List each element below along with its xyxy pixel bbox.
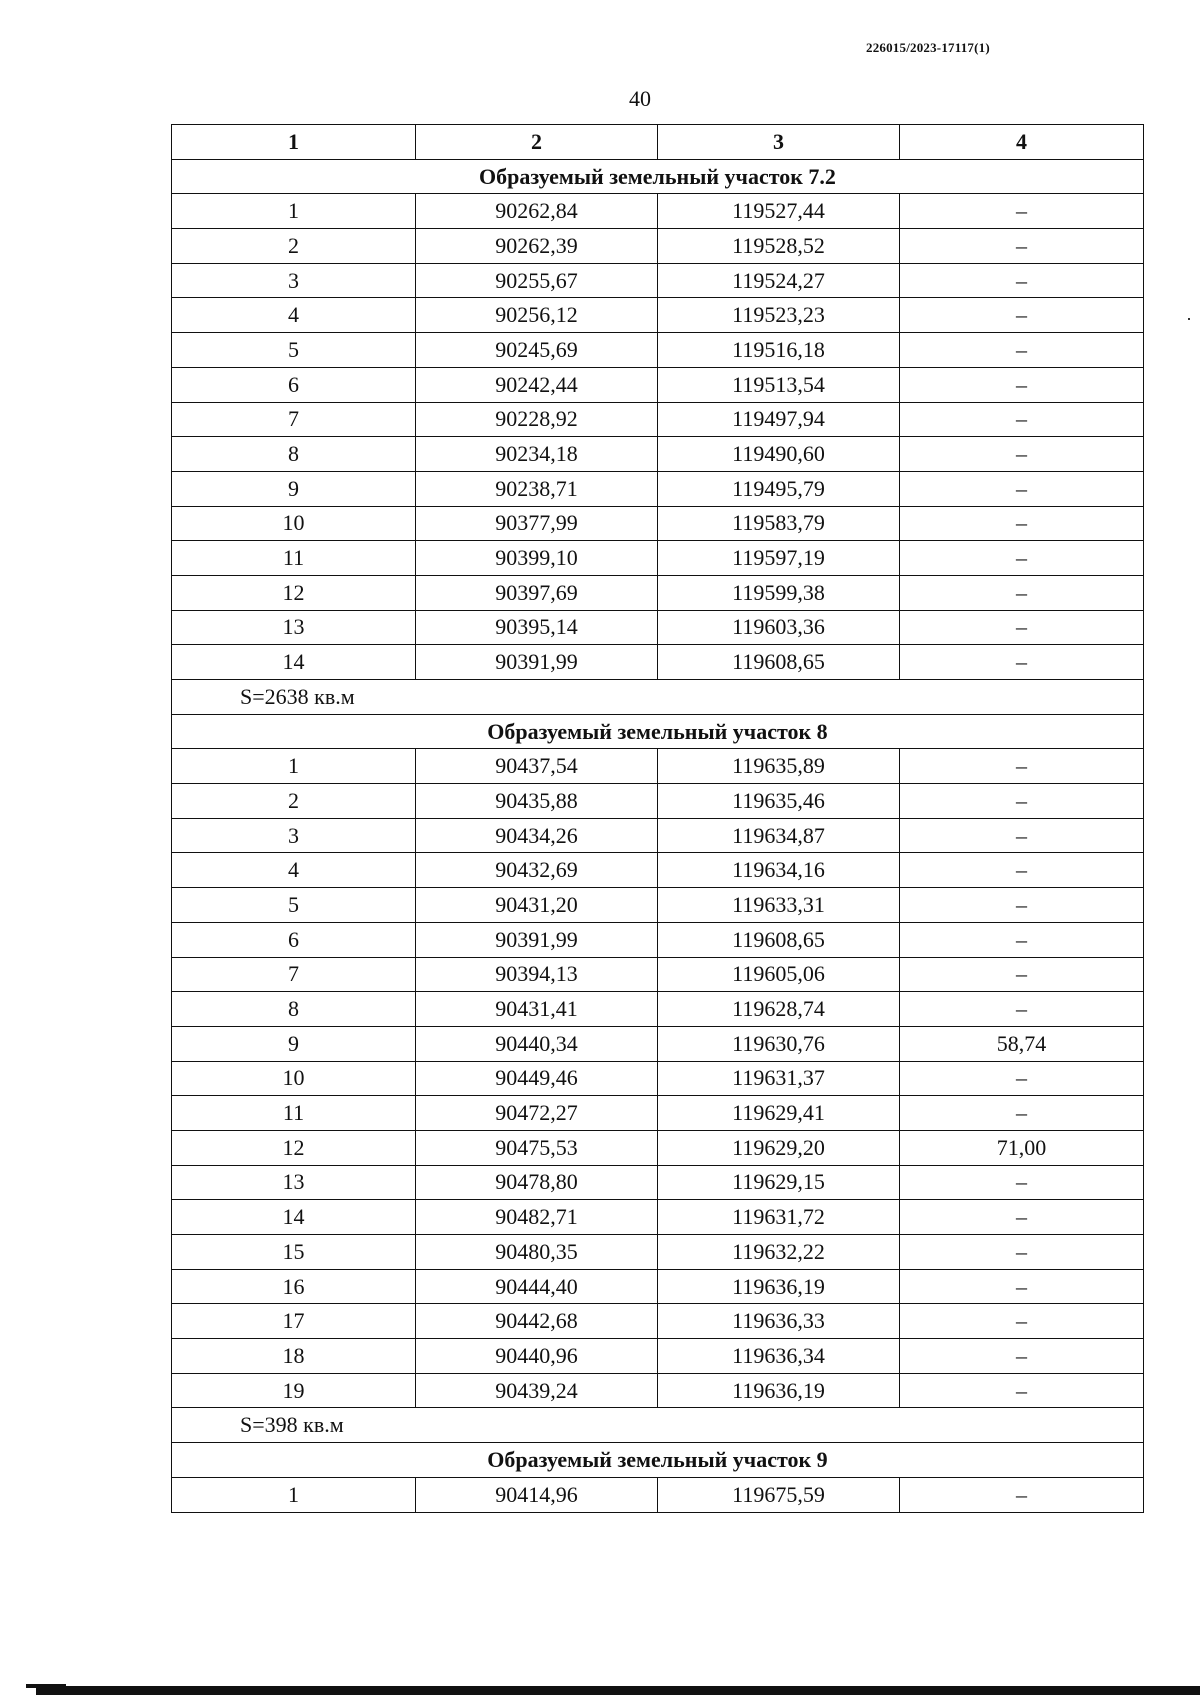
header-cell-x: 2 — [416, 125, 658, 160]
point-number-cell: 1 — [172, 749, 416, 784]
note-cell: – — [900, 1165, 1144, 1200]
x-coordinate-cell: 90234,18 — [416, 437, 658, 472]
table-row — [172, 1304, 1144, 1339]
table-row — [172, 1096, 1144, 1131]
y-coordinate-cell: 119497,94 — [658, 402, 900, 437]
x-coordinate-cell: 90478,80 — [416, 1165, 658, 1200]
note-cell: – — [900, 333, 1144, 368]
note-cell: – — [900, 853, 1144, 888]
y-coordinate-cell: 119490,60 — [658, 437, 900, 472]
point-number-cell: 13 — [172, 1165, 416, 1200]
point-number-cell: 12 — [172, 1130, 416, 1165]
table-row — [172, 367, 1144, 402]
note-cell: – — [900, 818, 1144, 853]
table-row — [172, 992, 1144, 1027]
note-cell: – — [900, 1304, 1144, 1339]
x-coordinate-cell: 90228,92 — [416, 402, 658, 437]
point-number-cell: 10 — [172, 506, 416, 541]
point-number-cell: 8 — [172, 437, 416, 472]
x-coordinate-cell: 90255,67 — [416, 263, 658, 298]
document-number: 226015/2023-17117(1) — [866, 40, 990, 55]
table-row — [172, 853, 1144, 888]
note-cell: – — [900, 1200, 1144, 1235]
y-coordinate-cell: 119599,38 — [658, 575, 900, 610]
section-title: Образуемый земельный участок 7.2 — [172, 159, 1144, 194]
note-cell: – — [900, 784, 1144, 819]
x-coordinate-cell: 90397,69 — [416, 575, 658, 610]
point-number-cell: 1 — [172, 1477, 416, 1512]
point-number-cell: 16 — [172, 1269, 416, 1304]
x-coordinate-cell: 90440,96 — [416, 1339, 658, 1374]
note-cell: – — [900, 471, 1144, 506]
table-row — [172, 402, 1144, 437]
table-row — [172, 645, 1144, 680]
point-number-cell: 12 — [172, 575, 416, 610]
note-cell: – — [900, 575, 1144, 610]
table-row — [172, 194, 1144, 229]
table-row — [172, 437, 1144, 472]
x-coordinate-cell: 90444,40 — [416, 1269, 658, 1304]
y-coordinate-cell: 119634,16 — [658, 853, 900, 888]
x-coordinate-cell: 90242,44 — [416, 367, 658, 402]
x-coordinate-cell: 90391,99 — [416, 645, 658, 680]
x-coordinate-cell: 90391,99 — [416, 922, 658, 957]
y-coordinate-cell: 119636,34 — [658, 1339, 900, 1374]
note-cell: – — [900, 645, 1144, 680]
y-coordinate-cell: 119628,74 — [658, 992, 900, 1027]
point-number-cell: 3 — [172, 263, 416, 298]
y-coordinate-cell: 119635,89 — [658, 749, 900, 784]
y-coordinate-cell: 119634,87 — [658, 818, 900, 853]
table-row — [172, 1477, 1144, 1512]
x-coordinate-cell: 90395,14 — [416, 610, 658, 645]
note-cell: – — [900, 922, 1144, 957]
point-number-cell: 7 — [172, 402, 416, 437]
y-coordinate-cell: 119629,41 — [658, 1096, 900, 1131]
note-cell: – — [900, 888, 1144, 923]
note-cell: – — [900, 263, 1144, 298]
x-coordinate-cell: 90432,69 — [416, 853, 658, 888]
point-number-cell: 2 — [172, 784, 416, 819]
table-row — [172, 263, 1144, 298]
table-row — [172, 1026, 1144, 1061]
area-row — [172, 1408, 1144, 1443]
area-row — [172, 680, 1144, 715]
x-coordinate-cell: 90437,54 — [416, 749, 658, 784]
table-row — [172, 749, 1144, 784]
table-row — [172, 541, 1144, 576]
point-number-cell: 4 — [172, 853, 416, 888]
section-title: Образуемый земельный участок 8 — [172, 714, 1144, 749]
y-coordinate-cell: 119608,65 — [658, 922, 900, 957]
note-cell: – — [900, 1061, 1144, 1096]
table-row — [172, 575, 1144, 610]
x-coordinate-cell: 90475,53 — [416, 1130, 658, 1165]
y-coordinate-cell: 119513,54 — [658, 367, 900, 402]
x-coordinate-cell: 90434,26 — [416, 818, 658, 853]
coordinates-table-body — [172, 125, 1144, 1513]
point-number-cell: 7 — [172, 957, 416, 992]
x-coordinate-cell: 90442,68 — [416, 1304, 658, 1339]
x-coordinate-cell: 90435,88 — [416, 784, 658, 819]
point-number-cell: 10 — [172, 1061, 416, 1096]
table-row — [172, 1130, 1144, 1165]
table-row — [172, 1373, 1144, 1408]
point-number-cell: 9 — [172, 471, 416, 506]
point-number-cell: 11 — [172, 1096, 416, 1131]
point-number-cell: 18 — [172, 1339, 416, 1374]
table-row — [172, 1200, 1144, 1235]
section-title-row — [172, 1443, 1144, 1478]
table-row — [172, 298, 1144, 333]
table-row — [172, 784, 1144, 819]
x-coordinate-cell: 90262,39 — [416, 229, 658, 264]
note-cell: – — [900, 298, 1144, 333]
table-row — [172, 610, 1144, 645]
header-cell-point: 1 — [172, 125, 416, 160]
note-cell: – — [900, 1477, 1144, 1512]
point-number-cell: 2 — [172, 229, 416, 264]
point-number-cell: 13 — [172, 610, 416, 645]
note-cell: – — [900, 367, 1144, 402]
point-number-cell: 6 — [172, 367, 416, 402]
note-cell: – — [900, 749, 1144, 784]
table-row — [172, 1269, 1144, 1304]
note-cell: – — [900, 1096, 1144, 1131]
table-row — [172, 471, 1144, 506]
note-cell: – — [900, 992, 1144, 1027]
x-coordinate-cell: 90377,99 — [416, 506, 658, 541]
note-cell: – — [900, 1269, 1144, 1304]
y-coordinate-cell: 119629,20 — [658, 1130, 900, 1165]
point-number-cell: 19 — [172, 1373, 416, 1408]
y-coordinate-cell: 119629,15 — [658, 1165, 900, 1200]
note-cell: – — [900, 437, 1144, 472]
note-cell: – — [900, 506, 1144, 541]
x-coordinate-cell: 90472,27 — [416, 1096, 658, 1131]
point-number-cell: 6 — [172, 922, 416, 957]
point-number-cell: 4 — [172, 298, 416, 333]
y-coordinate-cell: 119632,22 — [658, 1235, 900, 1270]
y-coordinate-cell: 119516,18 — [658, 333, 900, 368]
note-cell: – — [900, 1235, 1144, 1270]
table-row — [172, 818, 1144, 853]
y-coordinate-cell: 119630,76 — [658, 1026, 900, 1061]
point-number-cell: 14 — [172, 645, 416, 680]
y-coordinate-cell: 119631,72 — [658, 1200, 900, 1235]
x-coordinate-cell: 90238,71 — [416, 471, 658, 506]
y-coordinate-cell: 119528,52 — [658, 229, 900, 264]
x-coordinate-cell: 90431,41 — [416, 992, 658, 1027]
y-coordinate-cell: 119633,31 — [658, 888, 900, 923]
coordinates-table — [171, 124, 1144, 1513]
table-row — [172, 1339, 1144, 1374]
table-row — [172, 1235, 1144, 1270]
point-number-cell: 14 — [172, 1200, 416, 1235]
table-row — [172, 333, 1144, 368]
area-value: S=398 кв.м — [172, 1408, 1144, 1443]
y-coordinate-cell: 119597,19 — [658, 541, 900, 576]
y-coordinate-cell: 119636,33 — [658, 1304, 900, 1339]
note-cell: – — [900, 1339, 1144, 1374]
page-number: 40 — [629, 86, 651, 111]
x-coordinate-cell: 90256,12 — [416, 298, 658, 333]
x-coordinate-cell: 90414,96 — [416, 1477, 658, 1512]
x-coordinate-cell: 90399,10 — [416, 541, 658, 576]
point-number-cell: 9 — [172, 1026, 416, 1061]
y-coordinate-cell: 119603,36 — [658, 610, 900, 645]
table-row — [172, 888, 1144, 923]
x-coordinate-cell: 90439,24 — [416, 1373, 658, 1408]
y-coordinate-cell: 119635,46 — [658, 784, 900, 819]
note-cell: – — [900, 229, 1144, 264]
point-number-cell: 3 — [172, 818, 416, 853]
x-coordinate-cell: 90482,71 — [416, 1200, 658, 1235]
y-coordinate-cell: 119636,19 — [658, 1269, 900, 1304]
note-cell: 71,00 — [900, 1130, 1144, 1165]
header-cell-y: 3 — [658, 125, 900, 160]
note-cell: – — [900, 610, 1144, 645]
table-header-row — [172, 125, 1144, 160]
table-row — [172, 1061, 1144, 1096]
point-number-cell: 17 — [172, 1304, 416, 1339]
y-coordinate-cell: 119675,59 — [658, 1477, 900, 1512]
note-cell: – — [900, 402, 1144, 437]
section-title-row — [172, 714, 1144, 749]
y-coordinate-cell: 119583,79 — [658, 506, 900, 541]
x-coordinate-cell: 90245,69 — [416, 333, 658, 368]
point-number-cell: 8 — [172, 992, 416, 1027]
y-coordinate-cell: 119524,27 — [658, 263, 900, 298]
note-cell: – — [900, 1373, 1144, 1408]
note-cell: 58,74 — [900, 1026, 1144, 1061]
x-coordinate-cell: 90262,84 — [416, 194, 658, 229]
point-number-cell: 5 — [172, 333, 416, 368]
area-value: S=2638 кв.м — [172, 680, 1144, 715]
point-number-cell: 15 — [172, 1235, 416, 1270]
table-row — [172, 229, 1144, 264]
y-coordinate-cell: 119527,44 — [658, 194, 900, 229]
point-number-cell: 5 — [172, 888, 416, 923]
scan-edge-bar — [36, 1686, 1200, 1695]
table-row — [172, 1165, 1144, 1200]
x-coordinate-cell: 90431,20 — [416, 888, 658, 923]
y-coordinate-cell: 119631,37 — [658, 1061, 900, 1096]
y-coordinate-cell: 119495,79 — [658, 471, 900, 506]
section-title-row — [172, 159, 1144, 194]
x-coordinate-cell: 90394,13 — [416, 957, 658, 992]
note-cell: – — [900, 541, 1144, 576]
x-coordinate-cell: 90440,34 — [416, 1026, 658, 1061]
section-title: Образуемый земельный участок 9 — [172, 1443, 1144, 1478]
table-row — [172, 957, 1144, 992]
y-coordinate-cell: 119605,06 — [658, 957, 900, 992]
header-cell-note: 4 — [900, 125, 1144, 160]
note-cell: – — [900, 194, 1144, 229]
scan-speck — [1188, 318, 1190, 320]
x-coordinate-cell: 90480,35 — [416, 1235, 658, 1270]
y-coordinate-cell: 119608,65 — [658, 645, 900, 680]
point-number-cell: 1 — [172, 194, 416, 229]
table-row — [172, 506, 1144, 541]
x-coordinate-cell: 90449,46 — [416, 1061, 658, 1096]
table-row — [172, 922, 1144, 957]
point-number-cell: 11 — [172, 541, 416, 576]
y-coordinate-cell: 119523,23 — [658, 298, 900, 333]
note-cell: – — [900, 957, 1144, 992]
y-coordinate-cell: 119636,19 — [658, 1373, 900, 1408]
